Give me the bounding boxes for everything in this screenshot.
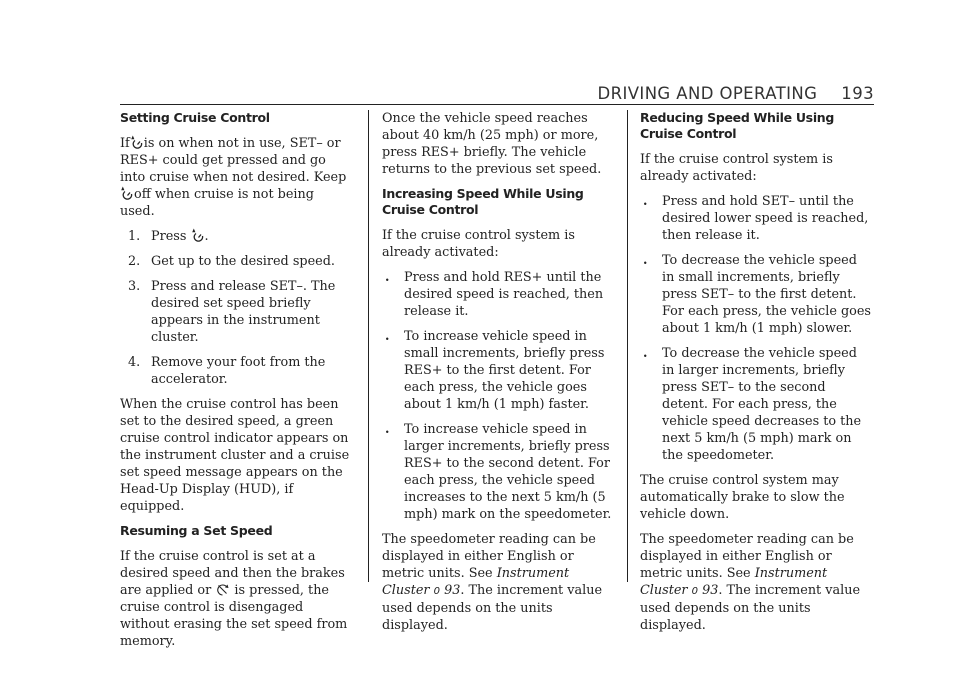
- list-item: [382, 421, 614, 523]
- section-heading: Increasing Speed While Using Cruise Control: [382, 186, 584, 217]
- ref-page: 93: [702, 583, 719, 598]
- list-item: [640, 252, 872, 337]
- text: If: [120, 136, 130, 151]
- column-2: [382, 110, 614, 642]
- cruise-control-icon: [131, 135, 143, 149]
- text: . The increment value used depends on the units displayed.: [382, 583, 603, 633]
- list-item: [120, 278, 352, 346]
- ref-title: Instrument Cluster: [382, 566, 570, 598]
- page-ref-arrow-icon: 0: [691, 586, 698, 597]
- text: To increase vehicle speed in larger increments, briefly press RES+ to the second detent. For each press, the vehicle speed increases to the next 5 km/h (5 mph) mark on the speedometer.: [404, 422, 612, 522]
- bullet: .: [385, 422, 390, 437]
- paragraph: [120, 135, 352, 220]
- text: .: [204, 229, 209, 244]
- text: If the cruise control is set at a desired speed and then the brakes are applied or: [120, 549, 345, 598]
- bullet-list: [640, 193, 872, 464]
- cruise-control-icon: [121, 186, 133, 200]
- ref-title: Instrument Cluster: [640, 566, 828, 598]
- bullet: .: [643, 346, 648, 361]
- header-rule: [120, 104, 874, 105]
- list-item: [120, 354, 352, 388]
- paragraph: [640, 531, 872, 634]
- ref-page: 93: [444, 583, 461, 598]
- text: off when cruise is not being used.: [120, 187, 314, 219]
- page-header: [598, 84, 875, 103]
- step-number: 3.: [128, 279, 141, 294]
- list-item: [640, 193, 872, 244]
- section-heading: Setting Cruise Control: [120, 110, 270, 125]
- list-item: [382, 328, 614, 413]
- paragraph: The cruise control system may automatically brake to slow the vehicle down.: [640, 473, 845, 522]
- column-divider: [368, 110, 369, 582]
- column-divider: [627, 110, 628, 582]
- step-number: 1.: [128, 229, 141, 244]
- step-number: 4.: [128, 355, 141, 370]
- bullet: .: [385, 329, 390, 344]
- text: To decrease the vehicle speed in small increments, briefly press SET– to the first detent. For each press, the vehicle goes about 1 km/h (1 mph) slower.: [662, 253, 871, 336]
- page-number: 193: [841, 84, 874, 103]
- text: Get up to the desired speed.: [151, 254, 335, 269]
- paragraph: [382, 531, 614, 634]
- text: Press and release SET–. The desired set speed briefly appears in the instrument cluster.: [151, 279, 336, 345]
- cruise-control-icon: [192, 228, 204, 242]
- text: The speedometer reading can be displayed in either English or metric units. See: [640, 532, 854, 581]
- text: Press: [151, 229, 187, 244]
- cruise-cancel-icon: [216, 583, 229, 596]
- paragraph: When the cruise control has been set to the desired speed, a green cruise control indicator appears on the instrument cluster and a cruise set speed message appears on the Head-Up Display (HUD), if equipped.: [120, 397, 350, 514]
- text: Remove your foot from the accelerator.: [151, 355, 326, 387]
- step-number: 2.: [128, 254, 141, 269]
- bullet: .: [643, 194, 648, 209]
- text: Press and hold RES+ until the desired speed is reached, then release it.: [404, 270, 604, 319]
- text: Press and hold SET– until the desired lower speed is reached, then release it.: [662, 194, 869, 243]
- bullet-list: [382, 269, 614, 523]
- page-ref-arrow-icon: 0: [433, 586, 440, 597]
- bullet: .: [385, 270, 390, 285]
- paragraph: If the cruise control system is already activated:: [382, 228, 575, 260]
- list-item: [382, 269, 614, 320]
- text: To increase vehicle speed in small increments, briefly press RES+ to the first detent. For each press, the vehicle goes about 1 km/h (1 mph) faster.: [404, 329, 605, 412]
- list-item: [120, 228, 352, 245]
- list-item: [640, 345, 872, 464]
- column-1: [120, 110, 352, 658]
- text: The speedometer reading can be displayed in either English or metric units. See: [382, 532, 596, 581]
- column-3: [640, 110, 872, 642]
- bullet: .: [643, 253, 648, 268]
- paragraph: Once the vehicle speed reaches about 40 km/h (25 mph) or more, press RES+ briefly. The vehicle returns to the previous set speed.: [382, 111, 602, 177]
- list-item: [120, 253, 352, 270]
- text: . The increment value used depends on the units displayed.: [640, 583, 861, 633]
- paragraph: [120, 548, 352, 650]
- paragraph: If the cruise control system is already activated:: [640, 152, 833, 184]
- text: is on when not in use, SET– or RES+ could get pressed and go into cruise when not desired. Keep: [120, 136, 347, 185]
- text: To decrease the vehicle speed in larger increments, briefly press SET– to the second detent. For each press, the vehicle speed decreases to the next 5 km/h (5 mph) mark on the speedometer.: [662, 346, 862, 463]
- steps-list: [120, 228, 352, 388]
- section-heading: Resuming a Set Speed: [120, 523, 273, 538]
- section-title: DRIVING AND OPERATING: [597, 84, 818, 103]
- section-heading: Reducing Speed While Using Cruise Control: [640, 110, 835, 141]
- text: is pressed, the cruise control is disengaged without erasing the set speed from memory.: [120, 583, 348, 649]
